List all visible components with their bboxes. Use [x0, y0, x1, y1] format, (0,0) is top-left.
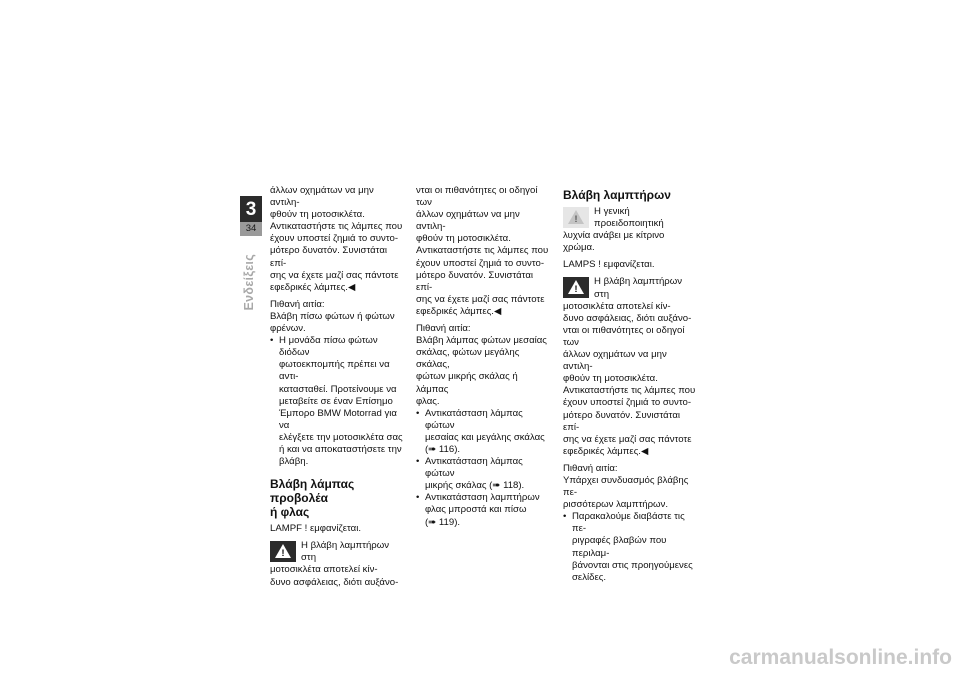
list-item: • Παρακαλούμε διαβάστε τις πε- ριγραφές βλαβών που περιλαμ- βάνονται στις προηγούμενες σελίδες.	[563, 511, 697, 584]
display-message: LAMPF ! εμφανίζεται.	[270, 523, 361, 535]
warning-icon	[270, 541, 296, 562]
watermark: carmanualsonline.info	[729, 646, 952, 669]
warning-block: ! Η βλάβη λαμπτήρων στη μοτοσικλέτα αποτελεί κίν- δυνο ασφάλειας, διότι αυξάνο- νται οι πιθανότητες οι οδηγοί των άλλων οχημάτων να μην αντιλη- φθούν τη μοτοσικλέτα. Αντικαταστήστε τις λάμπες που έχουν υποστεί ζημιά το συντο- μότερο δυνατόν. Συνιστάται επί- σης να έχετε μαζί σας πάντοτε εφεδρικές λάμπες.◀	[563, 276, 697, 457]
cause-label: Πιθανή αιτία:	[270, 298, 325, 310]
cause-description: Υπάρχει συνδυασμός βλάβης πε- ρισσότερων λαμπτήρων.	[563, 474, 689, 511]
list-item: • Αντικατάσταση λάμπας φώτων μικρής σκάλας (➠ 118).	[416, 456, 550, 492]
cause-label: Πιθανή αιτία:	[563, 462, 618, 474]
paragraph-lamp-warning: νται οι πιθανότητες οι οδηγοί των άλλων οχημάτων να μην αντιλη- φθούν τη μοτοσικλέτα. Αντικαταστήστε τις λάμπες που έχουν υποστεί ζημιά το συντο- μότερο δυνατόν. Συνιστάται επί- σης να έχετε μαζί σας πάντοτε εφεδρικές λάμπες.◀	[416, 185, 549, 317]
list-item: • Αντικατάσταση λαμπτήρων φλας μπροστά και πίσω (➠ 119).	[416, 492, 550, 528]
list-item: • Η μονάδα πίσω φώτων διόδων φωτοεκπομπής πρέπει να αντι- κατασταθεί. Προτείνουμε να μεταβείτε σε έναν Επίσημο Έμπορο BMW Motorrad για να ελέγξετε την μοτοσικλέτα σας ή και να αποκαταστήσετε την βλάβη.	[270, 335, 404, 468]
chapter-number: 3	[245, 199, 257, 220]
cause-description: Βλάβη λάμπας φώτων μεσαίας σκάλας, φώτων μεγάλης σκάλας, φώτων μικρής σκάλας ή λάμπας φλας.	[416, 335, 547, 407]
warning-triangle-icon	[563, 207, 589, 228]
section-heading: Βλάβη λάμπας προβολέα ή φλας	[270, 477, 355, 520]
section-heading: Βλάβη λαμπτήρων	[563, 188, 671, 202]
page-number: 34	[240, 222, 262, 236]
display-message: LAMPS ! εμφανίζεται.	[563, 259, 655, 271]
paragraph-lamp-warning-cont: άλλων οχημάτων να μην αντιλη- φθούν τη μοτοσικλέτα. Αντικαταστήστε τις λάμπες που έχουν υποστεί ζημιά το συντο- μότερο δυνατόν. Συνιστάται επί- σης να έχετε μαζί σας πάντοτε εφεδρικές λάμπες.◀	[270, 185, 403, 293]
list-item: • Αντικατάσταση λάμπας φώτων μεσαίας και μεγάλης σκάλας (➠ 116).	[416, 408, 550, 456]
column-2	[416, 185, 550, 529]
cause-label: Πιθανή αιτία:	[416, 323, 471, 335]
column-1	[270, 185, 404, 589]
cause-description: Βλάβη πίσω φώτων ή φώτων φρένων.	[270, 310, 395, 335]
column-3	[563, 185, 697, 584]
info-block: ! Η γενική προειδοποιητική λυχνία ανάβει με κίτρινο χρώμα.	[563, 206, 697, 254]
warning-icon	[563, 277, 589, 298]
chapter-title: Ενδείξεις	[242, 254, 256, 311]
chapter-tab	[240, 196, 262, 236]
warning-block: ! Η βλάβη λαμπτήρων στη μοτοσικλέτα αποτελεί κίν- δυνο ασφάλειας, διότι αυξάνο-	[270, 540, 404, 588]
